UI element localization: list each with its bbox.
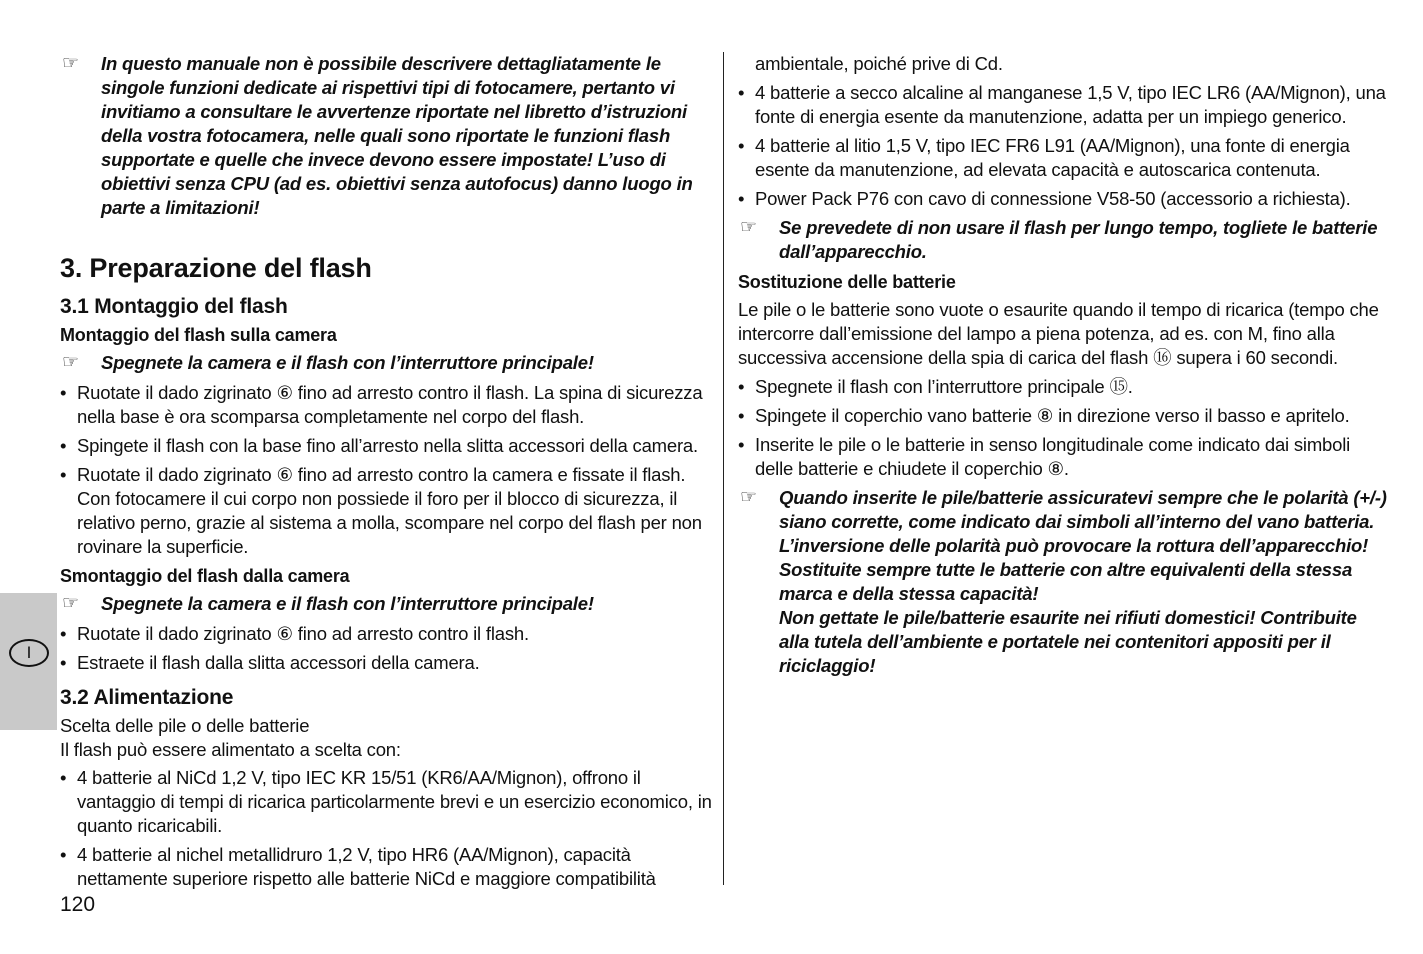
language-tab [0, 593, 57, 730]
language-tab-label: I [9, 639, 49, 667]
pointing-hand-icon: ☞ [62, 53, 79, 74]
power-choice-text: Scelta delle pile o delle batterie [60, 715, 310, 736]
note-text: Se prevedete di non usare il flash per lungo tempo, togliete le batterie dall’apparecchio. [779, 217, 1378, 262]
list-item: • Ruotate il dado zigrinato ⑥ fino ad arresto contro il flash. [60, 622, 715, 646]
heading-mount-on-camera: Montaggio del flash sulla camera [60, 325, 337, 345]
note-text: Spegnete la camera e il flash con l’interruttore principale! [101, 593, 594, 614]
note-text: In questo manuale non è possibile descrivere dettagliatamente le singole funzioni dedicate ai rispettivi tipi di fotocamere, pertanto vi invitiamo a consultare le avvertenze riportate nel libretto d’istruzioni della vostra fotocamera, nelle quali sono riportate le funzioni flash supportate e quelle che invece devono essere impostate! L’uso di obiettivi senza CPU (ad es. obiettivi senza autofocus) danno luogo in parte a limitazioni! [101, 53, 693, 218]
note-long-time [738, 216, 1388, 264]
note-text-disposal: Non gettate le pile/batterie esaurite nei rifiuti domestici! Contribuite alla tutela dell’ambiente e portatele nei contenitori appositi per il riciclaggio! [779, 607, 1357, 676]
page-number: 120 [60, 893, 96, 916]
left-column [60, 52, 715, 896]
pointing-hand-icon: ☞ [62, 593, 79, 614]
note-switch-off [60, 351, 715, 375]
right-column [738, 52, 1388, 684]
list-item: • Spingete il coperchio vano batterie ⑧ in direzione verso il basso e apritelo. [738, 404, 1388, 428]
column-divider [723, 52, 724, 885]
note-text: Quando inserite le pile/batterie assicuratevi sempre che le polarità (+/-) siano corrette, come indicato dai simboli all’interno del vano batteria. L’inversione delle polarità può provocare la rottura dell’apparecchio! Sostituite sempre tutte le batterie con altre equivalenti della stessa marca e della stessa capacità! [779, 487, 1387, 604]
pointing-hand-icon: ☞ [740, 487, 757, 508]
heading-dismount: Smontaggio del flash dalla camera [60, 566, 350, 586]
list-item: • 4 batterie al nichel metallidruro 1,2 V, tipo HR6 (AA/Mignon), capacità nettamente superiore rispetto alle batterie NiCd e maggiore compatibilità [60, 843, 715, 891]
list-item: • 4 batterie al litio 1,5 V, tipo IEC FR6 L91 (AA/Mignon), una fonte di energia esente da manutenzione, ad elevata capacità e autoscarica contenuta. [738, 134, 1388, 182]
note-switch-off [60, 592, 715, 616]
continuation-text: ambientale, poiché prive di Cd. [755, 53, 1003, 74]
list-item: • Ruotate il dado zigrinato ⑥ fino ad arresto contro la camera e fissate il flash. Con fotocamere il cui corpo non possiede il foro per il blocco di sicurezza, il relativo perno, grazie al sistema a molla, scompare nel corpo del flash per non rovinare la superficie. [60, 463, 715, 559]
note-polarity [738, 486, 1388, 678]
replace-paragraph: Le pile o le batterie sono vuote o esaurite quando il tempo di ricarica (tempo che intercorre dall’emissione del lampo a piena potenza, ad es. con M, fino alla successiva accensione della spia di carica del flash ⑯ supera i 60 secondi. [738, 299, 1379, 368]
list-item: • 4 batterie al NiCd 1,2 V, tipo IEC KR 15/51 (KR6/AA/Mignon), offrono il vantaggio di tempi di ricarica particolarmente brevi e un esercizio economico, in quanto ricaricabili. [60, 766, 715, 838]
note-text: Spegnete la camera e il flash con l’interruttore principale! [101, 352, 594, 373]
subsection-title-power: 3.2 Alimentazione [60, 686, 234, 709]
list-item: • 4 batterie a secco alcaline al manganese 1,5 V, tipo IEC LR6 (AA/Mignon), una fonte di energia esente da manutenzione, adatta per un impiego generico. [738, 81, 1388, 129]
list-item: • Spingete il flash con la base fino all’arresto nella slitta accessori della camera. [60, 434, 715, 458]
heading-replace-batteries: Sostituzione delle batterie [738, 272, 956, 292]
list-item: • Ruotate il dado zigrinato ⑥ fino ad arresto contro il flash. La spina di sicurezza nella base è ora scomparsa completamente nel corpo del flash. [60, 381, 715, 429]
section-title-preparation: 3. Preparazione del flash [60, 253, 372, 283]
pointing-hand-icon: ☞ [62, 352, 79, 373]
list-item: • Estraete il flash dalla slitta accessori della camera. [60, 651, 715, 675]
list-item: • Spegnete il flash con l’interruttore principale ⑮. [738, 375, 1388, 399]
list-item: • Power Pack P76 con cavo di connessione V58-50 (accessorio a richiesta). [738, 187, 1388, 211]
pointing-hand-icon: ☞ [740, 217, 757, 238]
note-camera-functions [60, 52, 715, 220]
power-intro-text: Il flash può essere alimentato a scelta con: [60, 739, 401, 760]
subsection-title-mounting: 3.1 Montaggio del flash [60, 295, 288, 318]
list-item: • Inserite le pile o le batterie in senso longitudinale come indicato dai simboli delle batterie e chiudete il coperchio ⑧. [738, 433, 1388, 481]
